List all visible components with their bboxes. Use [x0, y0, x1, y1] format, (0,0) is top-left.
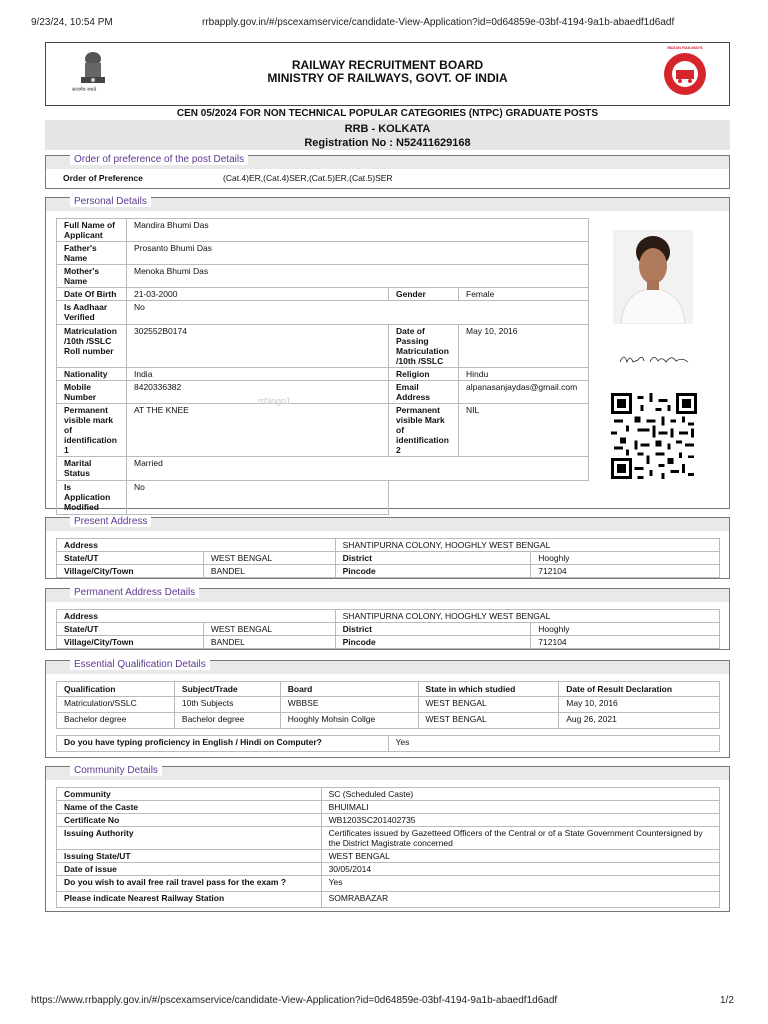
community-label: Date of issue: [57, 863, 322, 876]
community-table: [56, 787, 720, 908]
mobile-value: 8420336382: [126, 381, 388, 404]
emblem-caption: सत्यमेव जयते: [72, 87, 97, 93]
table-row: [57, 876, 720, 892]
dob-value: 21-03-2000: [126, 288, 388, 301]
qualification-section: [45, 660, 730, 758]
mobile-label: Mobile Number: [57, 381, 127, 404]
present-pincode-label: Pincode: [335, 565, 531, 578]
rrb-band: [45, 120, 730, 150]
religion-label: Religion: [389, 368, 459, 381]
typing-value: Yes: [388, 736, 719, 752]
matric-date-value: May 10, 2016: [459, 325, 589, 368]
present-address-table: [56, 538, 720, 578]
gender-label: Gender: [389, 288, 459, 301]
permanent-pincode-value: 712104: [531, 636, 720, 649]
community-label: Community: [57, 788, 322, 801]
permanent-address-section: [45, 588, 730, 650]
permanent-state-label: State/UT: [57, 623, 204, 636]
document-header: [45, 42, 730, 106]
aadhaar-value: No: [126, 301, 588, 325]
cen-title: CEN 05/2024 FOR NON TECHNICAL POPULAR CATEGORIES (NTPC) GRADUATE POSTS: [176, 108, 599, 119]
qualification-title: Essential Qualification Details: [70, 659, 210, 670]
nationality-label: Nationality: [57, 368, 127, 381]
permanent-district-value: Hooghly: [531, 623, 720, 636]
present-address-section: [45, 517, 730, 579]
present-pincode-value: 712104: [531, 565, 720, 578]
community-label: Issuing Authority: [57, 827, 322, 850]
preference-section: [45, 155, 730, 189]
matric-roll-value: 302552B0174: [126, 325, 388, 368]
permanent-address-label: Address: [57, 610, 336, 623]
table-row: [57, 697, 720, 713]
table-row: [57, 850, 720, 863]
religion-value: Hindu: [459, 368, 589, 381]
marital-value: Married: [126, 457, 588, 481]
qualification-table: [56, 681, 720, 729]
personal-section-title: Personal Details: [70, 196, 151, 207]
modified-label: Is Application Modified: [57, 481, 127, 515]
present-address-value: SHANTIPURNA COLONY, HOOGHLY WEST BENGAL: [335, 539, 719, 552]
community-value: Certificates issued by Gazetteed Officers of the Central or of a State Government Countersigned by the District Magistrate concerned: [321, 827, 719, 850]
permanent-address-title: Permanent Address Details: [70, 587, 199, 598]
table-row: [57, 863, 720, 876]
rrb-name: RRB - KOLKATA: [344, 123, 431, 135]
qual-cell: WEST BENGAL: [418, 713, 559, 729]
aadhaar-label: Is Aadhaar Verified: [57, 301, 127, 325]
qr-code-icon: [610, 393, 698, 479]
present-address-title: Present Address: [70, 516, 151, 527]
qual-cell: Bachelor degree: [57, 713, 175, 729]
present-village-label: Village/City/Town: [57, 565, 204, 578]
permanent-district-label: District: [335, 623, 531, 636]
qual-header: State in which studied: [418, 682, 559, 697]
present-village-value: BANDEL: [203, 565, 335, 578]
matric-date-label: Date of Passing Matriculation /10th /SSLC: [389, 325, 459, 368]
community-value: WB1203SC201402735: [321, 814, 719, 827]
permanent-address-table: [56, 609, 720, 649]
modified-value: No: [126, 481, 388, 515]
full-name-label: Full Name of Applicant: [57, 219, 127, 242]
nationality-value: India: [126, 368, 388, 381]
qual-header: Board: [280, 682, 418, 697]
applicant-signature: [618, 350, 696, 368]
present-district-label: District: [335, 552, 531, 565]
footer-url: https://www.rrbapply.gov.in/#/pscexamservice/candidate-View-Application?id=0d64859e-03bf-4194-9a1b-abaedf1d6adf: [31, 995, 558, 1006]
ministry-title: MINISTRY OF RAILWAYS, GOVT. OF INDIA: [267, 71, 508, 85]
mark1-value: AT THE KNEE: [126, 404, 388, 457]
community-label: Name of the Caste: [57, 801, 322, 814]
mother-name-value: Menoka Bhumi Das: [126, 265, 588, 288]
qual-cell: 10th Subjects: [174, 697, 280, 713]
qual-cell: Bachelor degree: [174, 713, 280, 729]
community-value: SOMRABAZAR: [321, 892, 719, 908]
community-value: SC (Scheduled Caste): [321, 788, 719, 801]
table-row: [57, 827, 720, 850]
preference-label: Order of Preference: [63, 173, 143, 183]
permanent-village-label: Village/City/Town: [57, 636, 204, 649]
registration-number: Registration No : N52411629168: [304, 137, 471, 149]
marital-label: Marital Status: [57, 457, 127, 481]
qual-cell: Aug 26, 2021: [559, 713, 720, 729]
qual-cell: May 10, 2016: [559, 697, 720, 713]
qual-cell: Hooghly Mohsin Collge: [280, 713, 418, 729]
print-datetime: 9/23/24, 10:54 PM: [31, 17, 113, 28]
railways-logo-text: INDIAN RAILWAYS: [667, 45, 703, 50]
board-title: RAILWAY RECRUITMENT BOARD: [291, 58, 484, 72]
table-row: [57, 892, 720, 908]
preference-value: (Cat.4)ER,(Cat.4)SER,(Cat.5)ER,(Cat.5)SER: [223, 173, 393, 183]
typing-table: [56, 735, 720, 752]
print-url: rrbapply.gov.in/#/pscexamservice/candidate-View-Application?id=0d64859e-03bf-4194-9a1b-abaedf1d6adf: [202, 17, 675, 28]
present-state-value: WEST BENGAL: [203, 552, 335, 565]
dob-label: Date Of Birth: [57, 288, 127, 301]
mother-name-label: Mother's Name: [57, 265, 127, 288]
table-row: [57, 814, 720, 827]
table-row: [57, 801, 720, 814]
permanent-address-value: SHANTIPURNA COLONY, HOOGHLY WEST BENGAL: [335, 610, 719, 623]
community-value: BHUIMALI: [321, 801, 719, 814]
community-label: Certificate No: [57, 814, 322, 827]
present-district-value: Hooghly: [531, 552, 720, 565]
signature-text: Mandira Bhumida: [620, 368, 660, 374]
community-label: Please indicate Nearest Railway Station: [57, 892, 322, 908]
permanent-state-value: WEST BENGAL: [203, 623, 335, 636]
mark2-label: Permanent visible Mark of identification 2: [389, 404, 459, 457]
mark2-value: NIL: [459, 404, 589, 457]
preference-section-title: Order of preference of the post Details: [70, 154, 248, 165]
community-value: 30/05/2014: [321, 863, 719, 876]
qual-header: Subject/Trade: [174, 682, 280, 697]
permanent-village-value: BANDEL: [203, 636, 335, 649]
present-address-label: Address: [57, 539, 336, 552]
personal-table: [56, 218, 589, 515]
community-section: [45, 766, 730, 912]
indian-railways-logo-icon: [663, 52, 707, 96]
typing-label: Do you have typing proficiency in English / Hindi on Computer?: [57, 736, 389, 752]
present-state-label: State/UT: [57, 552, 204, 565]
father-name-value: Prosanto Bhumi Das: [126, 242, 588, 265]
table-row: [57, 713, 720, 729]
email-value: alpanasanjaydas@gmail.com: [459, 381, 589, 404]
qual-cell: WEST BENGAL: [418, 697, 559, 713]
qual-header: Date of Result Declaration: [559, 682, 720, 697]
father-name-label: Father's Name: [57, 242, 127, 265]
gender-value: Female: [459, 288, 589, 301]
page-number: 1/2: [720, 995, 734, 1006]
full-name-value: Mandira Bhumi Das: [126, 219, 588, 242]
watermark: rrblogo1: [258, 396, 292, 406]
email-label: Email Address: [389, 381, 459, 404]
qual-cell: Matriculation/SSLC: [57, 697, 175, 713]
qual-cell: WBBSE: [280, 697, 418, 713]
community-value: WEST BENGAL: [321, 850, 719, 863]
table-row: [57, 788, 720, 801]
permanent-pincode-label: Pincode: [335, 636, 531, 649]
qual-header: Qualification: [57, 682, 175, 697]
community-label: Issuing State/UT: [57, 850, 322, 863]
mark1-label: Permanent visible mark of identification 1: [57, 404, 127, 457]
community-value: Yes: [321, 876, 719, 892]
applicant-photo: [613, 230, 693, 324]
community-label: Do you wish to avail free rail travel pass for the exam ?: [57, 876, 322, 892]
community-title: Community Details: [70, 765, 162, 776]
matric-roll-label: Matriculation /10th /SSLC Roll number: [57, 325, 127, 368]
